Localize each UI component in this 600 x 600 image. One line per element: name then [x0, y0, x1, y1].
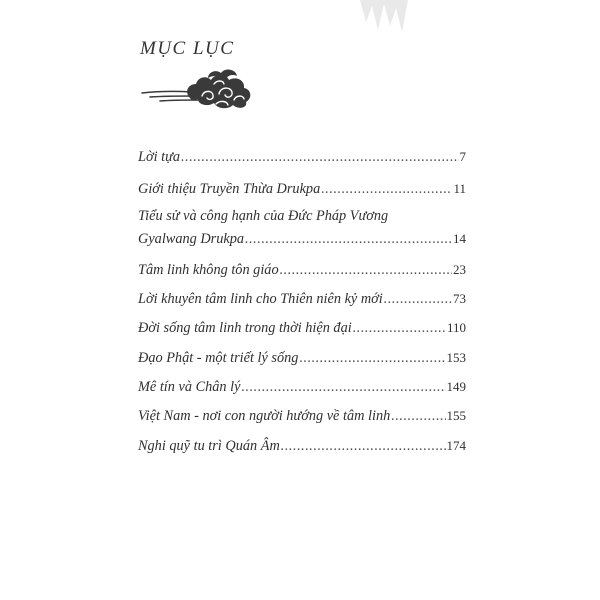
toc-entry-page: 23: [453, 262, 466, 277]
toc-entry-page: 14: [453, 231, 466, 246]
toc-entry-title: Đạo Phật - một triết lý sống: [138, 350, 299, 366]
toc-leader-dots: [321, 181, 452, 198]
toc-entry-title: Mê tín và Chân lý: [138, 379, 241, 395]
toc-entry-title: Lời khuyên tâm linh cho Thiên niên kỷ mới: [138, 291, 383, 307]
toc-entry[interactable]: [138, 149, 466, 166]
toc-entry-page: 110: [446, 320, 466, 335]
toc-entry-title: Gyalwang Drukpa: [138, 231, 245, 247]
toc-leader-dots: [280, 262, 452, 279]
toc-leader-dots: [384, 291, 452, 308]
toc-entry[interactable]: [138, 350, 466, 367]
toc-entry-page: 73: [453, 291, 466, 306]
toc-entry-title: Nghi quỹ tu trì Quán Âm: [138, 438, 280, 454]
toc-entry-title: Lời tựa: [138, 149, 181, 165]
toc-leader-dots: [299, 350, 445, 367]
toc-entry-page: 11: [453, 181, 466, 196]
toc-entry-title: Giới thiệu Truyền Thừa Drukpa: [138, 181, 321, 197]
toc-entry-title: Việt Nam - nơi con người hướng về tâm linh: [138, 408, 391, 424]
toc-entry[interactable]: [138, 438, 466, 455]
toc-entry-page: 7: [459, 149, 466, 164]
toc-heading: MỤC LỤC: [140, 38, 235, 59]
toc-leader-dots: [241, 379, 445, 396]
toc-leader-dots: [353, 320, 446, 337]
toc-entry[interactable]: [138, 291, 466, 308]
toc-entry[interactable]: [138, 181, 466, 198]
toc-entry-page: 155: [446, 408, 466, 423]
page-top-smudge: [356, 0, 412, 44]
cloud-ornament-icon: [140, 62, 258, 110]
toc-entry[interactable]: [138, 231, 466, 248]
toc-entry-page: 153: [446, 350, 466, 365]
toc-leader-dots: [245, 231, 452, 248]
toc-entry[interactable]: [138, 379, 466, 396]
toc-leader-dots: [181, 149, 458, 166]
toc-entry-page: 174: [446, 438, 466, 453]
toc-entry-page: 149: [446, 379, 466, 394]
toc-leader-dots: [281, 438, 446, 455]
toc-entry-title: Đời sống tâm linh trong thời hiện đại: [138, 320, 352, 336]
toc-entry-title: Tâm linh không tôn giáo: [138, 262, 279, 278]
toc-entry[interactable]: [138, 408, 466, 425]
toc-entry[interactable]: [138, 262, 466, 279]
toc-entry[interactable]: [138, 320, 466, 337]
toc-leader-dots: [391, 408, 445, 425]
toc-entry-title-line1[interactable]: Tiểu sử và công hạnh của Đức Pháp Vương: [138, 208, 389, 224]
